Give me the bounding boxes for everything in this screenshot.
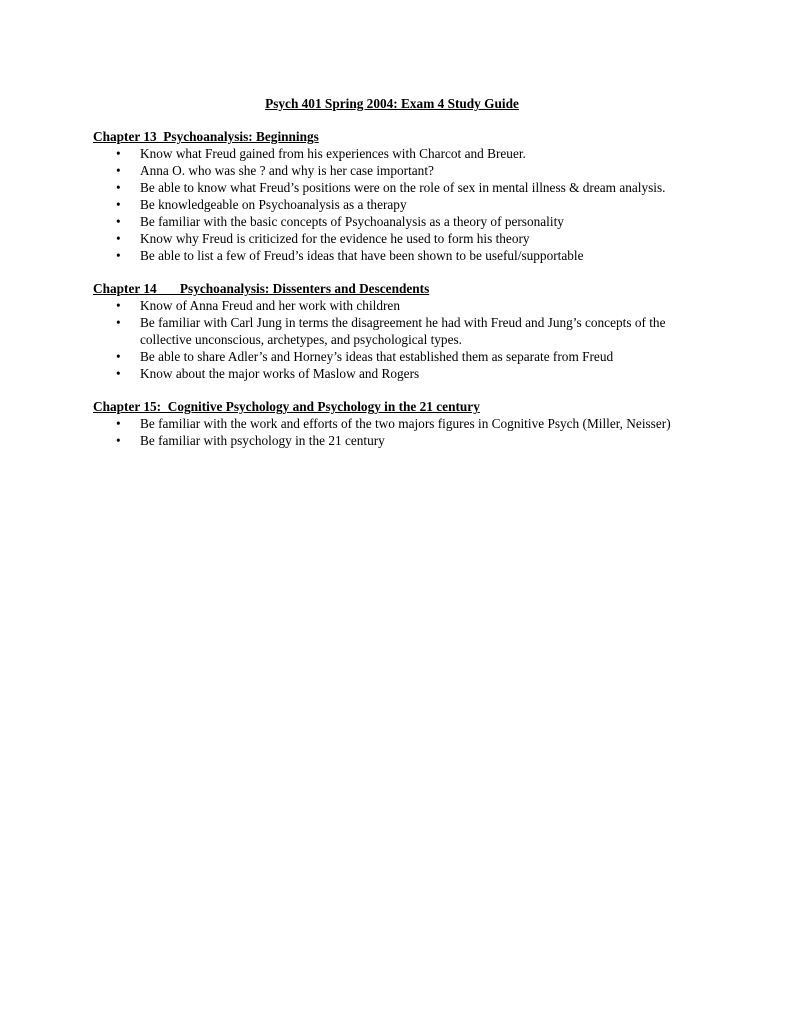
bullet-icon: • (116, 163, 121, 178)
chapter-14-section (93, 280, 691, 382)
list-item-text: Be knowledgeable on Psychoanalysis as a therapy (140, 197, 407, 212)
chapter-15-section (93, 398, 691, 449)
bullet-icon: • (116, 146, 121, 161)
bullet-icon: • (116, 197, 121, 212)
bullet-list (93, 145, 691, 264)
bullet-icon: • (116, 180, 121, 195)
list-item-text: Be familiar with the work and efforts of the two majors figures in Cognitive Psych (Miller, Neisser) (140, 416, 671, 431)
list-item-text: Know about the major works of Maslow and Rogers (140, 366, 420, 381)
bullet-icon: • (116, 315, 121, 330)
list-item-text: Be able to share Adler’s and Horney’s ideas that established them as separate from Freud (140, 349, 614, 364)
bullet-list (93, 415, 691, 449)
list-item (93, 213, 691, 230)
list-item-text: Know what Freud gained from his experiences with Charcot and Breuer. (140, 146, 526, 161)
bullet-icon: • (116, 433, 121, 448)
bullet-list (93, 297, 691, 382)
list-item-text: Know of Anna Freud and her work with children (140, 298, 400, 313)
list-item (93, 415, 691, 432)
list-item (93, 196, 691, 213)
chapter-heading: Chapter 14 Psychoanalysis: Dissenters and Descendents (93, 281, 430, 296)
bullet-icon: • (116, 349, 121, 364)
bullet-icon: • (116, 298, 121, 313)
list-item (93, 432, 691, 449)
bullet-icon: • (116, 248, 121, 263)
list-item (93, 162, 691, 179)
list-item (93, 365, 691, 382)
list-item (93, 179, 691, 196)
list-item (93, 348, 691, 365)
list-item-text: Be familiar with the basic concepts of Psychoanalysis as a theory of personality (140, 214, 564, 229)
list-item (93, 297, 691, 314)
list-item-text: Be familiar with Carl Jung in terms the disagreement he had with Freud and Jung’s concepts of the collective unconscious, archetypes, and psychological types. (140, 315, 666, 347)
list-item (93, 314, 691, 348)
list-item-text: Be able to list a few of Freud’s ideas that have been shown to be useful/supportable (140, 248, 584, 263)
chapter-13-section (93, 128, 691, 264)
chapter-heading: Chapter 15: Cognitive Psychology and Psychology in the 21 century (93, 399, 480, 414)
list-item-text: Be able to know what Freud’s positions were on the role of sex in mental illness & dream analysis. (140, 180, 666, 195)
list-item (93, 230, 691, 247)
list-item-text: Be familiar with psychology in the 21 century (140, 433, 385, 448)
list-item-text: Know why Freud is criticized for the evidence he used to form his theory (140, 231, 530, 246)
bullet-icon: • (116, 231, 121, 246)
bullet-icon: • (116, 416, 121, 431)
list-item (93, 145, 691, 162)
list-item (93, 247, 691, 264)
chapter-heading: Chapter 13 Psychoanalysis: Beginnings (93, 129, 319, 144)
bullet-icon: • (116, 366, 121, 381)
document-title: Psych 401 Spring 2004: Exam 4 Study Guide (265, 96, 519, 111)
list-item-text: Anna O. who was she ? and why is her case important? (140, 163, 434, 178)
bullet-icon: • (116, 214, 121, 229)
